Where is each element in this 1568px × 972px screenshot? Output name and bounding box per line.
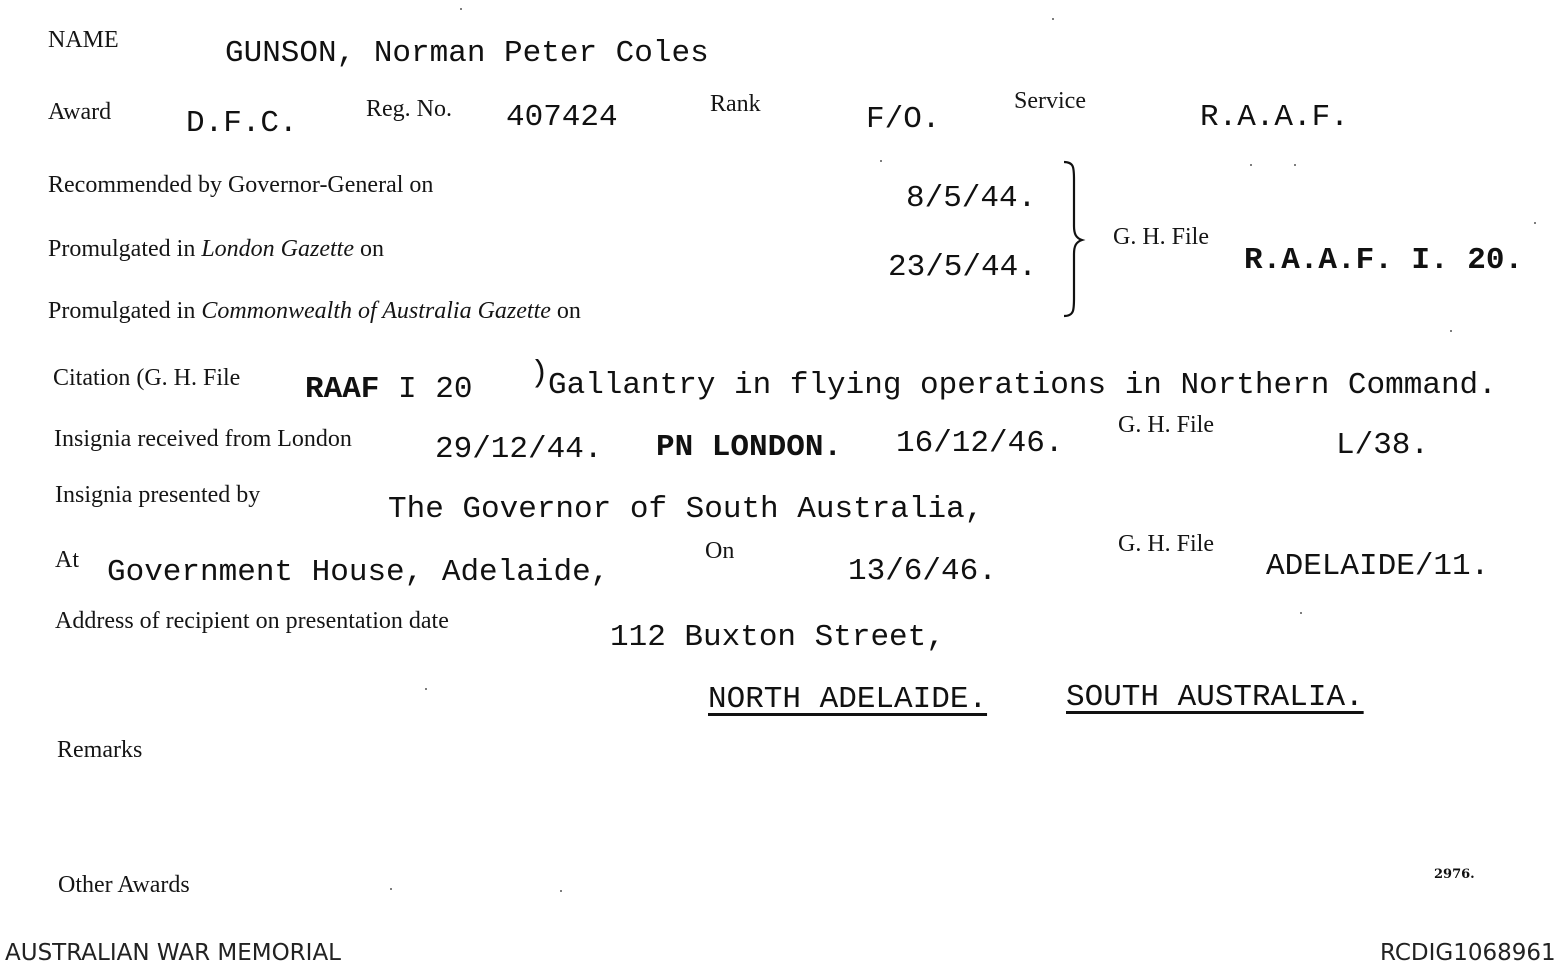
service-value: R.A.A.F. xyxy=(1200,100,1349,135)
other-awards-label: Other Awards xyxy=(58,872,190,898)
footer-right: RCDIG1068961 xyxy=(1380,940,1556,966)
gh-file-label: G. H. File xyxy=(1113,224,1209,250)
pn-london: PN LONDON. xyxy=(656,430,843,465)
address-state: SOUTH AUSTRALIA. xyxy=(1066,680,1364,715)
footer-left: AUSTRALIAN WAR MEMORIAL xyxy=(5,940,341,966)
scan-speck xyxy=(880,160,882,162)
scan-speck xyxy=(390,888,392,890)
name-value: GUNSON, Norman Peter Coles xyxy=(225,36,709,71)
award-value: D.F.C. xyxy=(186,106,298,141)
address-city: NORTH ADELAIDE. xyxy=(708,682,988,717)
scan-speck xyxy=(1052,18,1054,20)
citation-label: Citation (G. H. File xyxy=(53,365,241,391)
gh-file-value: R.A.A.F. I. 20. xyxy=(1244,243,1524,278)
rank-value: F/O. xyxy=(866,102,941,137)
pn-london-date: 16/12/46. xyxy=(896,426,1064,461)
promulgated-london-label: Promulgated in London Gazette on xyxy=(48,236,384,262)
scan-speck xyxy=(1534,222,1536,224)
scan-speck xyxy=(1450,330,1452,332)
insignia-gh-file-label: G. H. File xyxy=(1118,412,1214,438)
scan-speck xyxy=(1300,612,1302,614)
rank-label: Rank xyxy=(710,91,761,117)
on-value: 13/6/46. xyxy=(848,554,997,589)
brace-bracket xyxy=(1060,158,1090,320)
at-gh-file-label: G. H. File xyxy=(1118,531,1214,557)
insignia-gh-file-value: L/38. xyxy=(1336,428,1430,463)
scan-speck xyxy=(560,890,562,892)
award-label: Award xyxy=(48,99,112,125)
at-value: Government House, Adelaide, xyxy=(107,555,610,590)
scan-speck xyxy=(425,688,427,690)
presented-by-label: Insignia presented by xyxy=(55,482,261,508)
service-label: Service xyxy=(1014,88,1086,114)
recommended-label: Recommended by Governor-General on xyxy=(48,172,434,198)
regno-value: 407424 xyxy=(506,100,618,135)
remarks-label: Remarks xyxy=(57,737,143,763)
insignia-received-label: Insignia received from London xyxy=(54,426,352,452)
at-gh-file-value: ADELAIDE/11. xyxy=(1266,549,1490,584)
insignia-received-date: 29/12/44. xyxy=(435,432,603,467)
presented-by-value: The Governor of South Australia, xyxy=(388,492,984,527)
name-label: NAME xyxy=(48,27,119,53)
scan-speck xyxy=(1250,164,1252,166)
at-label: At xyxy=(55,547,79,573)
address-line1: 112 Buxton Street, xyxy=(610,620,945,655)
scan-speck xyxy=(1294,164,1296,166)
recommended-date: 8/5/44. xyxy=(906,181,1037,216)
citation-text: Gallantry in flying operations in Northern Command. xyxy=(548,368,1497,403)
promulgated-london-date: 23/5/44. xyxy=(888,250,1037,285)
scan-speck xyxy=(460,8,462,10)
address-label: Address of recipient on presentation date xyxy=(55,608,449,634)
citation-paren: ) xyxy=(530,356,549,391)
on-label: On xyxy=(705,538,735,564)
citation-file: RAAF I 20 xyxy=(305,372,473,407)
regno-label: Reg. No. xyxy=(366,96,452,122)
form-number: 2976. xyxy=(1434,867,1475,882)
promulgated-commonwealth-label: Promulgated in Commonwealth of Australia Gazette on xyxy=(48,298,581,324)
